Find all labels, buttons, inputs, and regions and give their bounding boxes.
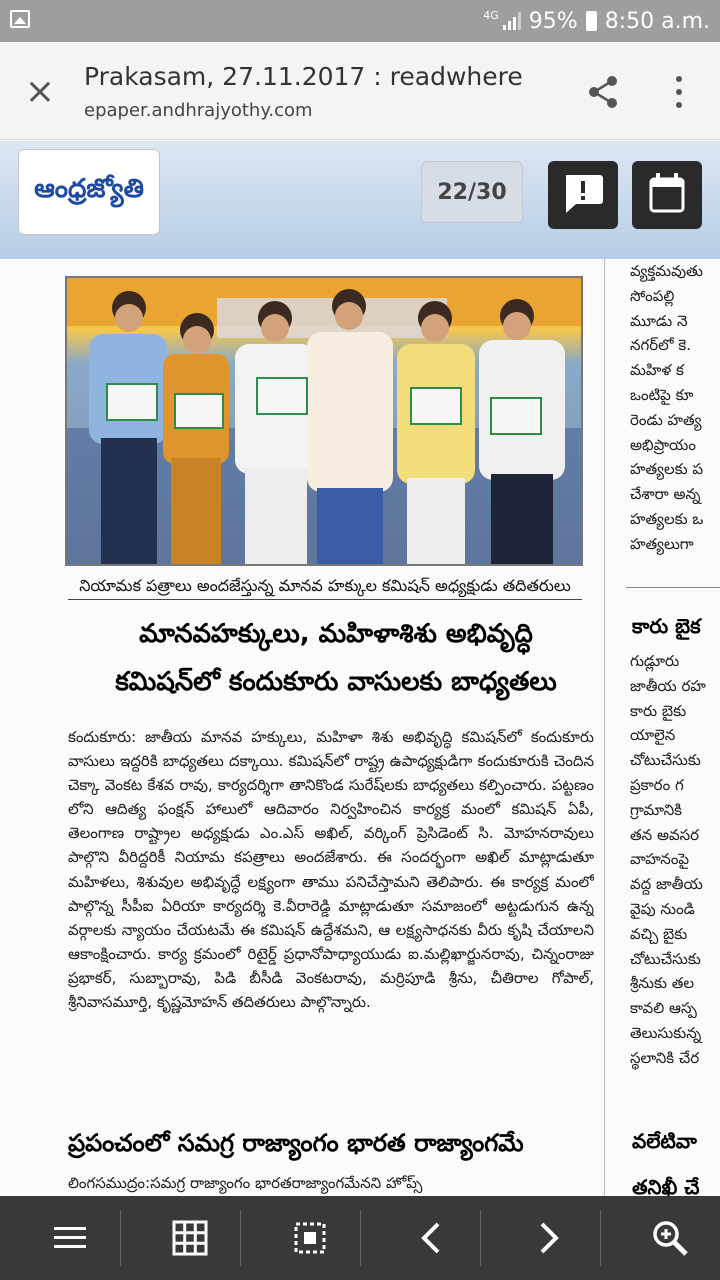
side-line: హత్యలకు ప <box>630 460 704 479</box>
side-line: స్థలానికి చేర <box>630 1048 700 1067</box>
close-icon[interactable]: × <box>24 71 56 112</box>
menu-icon[interactable] <box>10 1196 130 1280</box>
toolbar-divider <box>600 1210 601 1266</box>
second-article-headline[interactable]: ప్రపంచంలో సమగ్ర రాజ్యాంగం భారత రాజ్యాంగమే <box>68 1129 524 1157</box>
feedback-icon <box>548 161 618 229</box>
zoom-in-icon[interactable] <box>610 1196 720 1280</box>
side-column-top[interactable] <box>630 259 720 589</box>
calendar-icon <box>632 161 702 229</box>
article-photo[interactable] <box>65 276 583 566</box>
side-line: గుడ్లూరు <box>630 652 680 670</box>
toolbar-divider <box>360 1210 361 1266</box>
custom-tab-header <box>0 42 720 140</box>
clip-select-icon[interactable] <box>250 1196 370 1280</box>
grid-view-icon[interactable] <box>130 1196 250 1280</box>
side-line: నగర్‌లో కె. <box>630 336 691 355</box>
side-line: జాతీయ రహ <box>630 676 706 695</box>
signal-icon <box>503 12 521 30</box>
side-line: సోంపల్లి <box>630 286 675 305</box>
feedback-button[interactable] <box>548 161 618 229</box>
side-line: కావలి ఆస్ప <box>630 999 697 1018</box>
side-article-headline-3[interactable]: తనిఖీ చే <box>632 1175 700 1196</box>
side-line: కారు బైకు <box>630 701 687 720</box>
side-line: రెండు హత్య <box>630 410 702 429</box>
side-line: వద్ద జాతీయ <box>630 875 703 894</box>
epaper-page[interactable] <box>0 259 720 1196</box>
next-page-icon[interactable] <box>490 1196 610 1280</box>
epaper-toolbar <box>0 141 720 259</box>
side-line: వచ్చి బైకు <box>630 924 688 943</box>
article-headline-line1[interactable]: మానవహక్కులు, మహిళాశిశు అభివృద్ధి <box>139 619 533 649</box>
side-line: శ్రీనుకు తల <box>630 974 695 993</box>
gallery-notification-icon <box>10 10 30 28</box>
status-bar <box>0 0 720 42</box>
side-line: ఒంటిపై కూ <box>630 385 694 404</box>
side-column-middle[interactable] <box>630 649 720 1099</box>
clock: 8:50 a.m. <box>604 8 710 34</box>
battery-percent: 95% <box>528 8 578 34</box>
toolbar-divider <box>480 1210 481 1266</box>
side-line: చోటుచేసుకు <box>630 949 701 968</box>
toolbar-divider <box>120 1210 121 1266</box>
side-line: ప్రకారం గ <box>630 775 684 794</box>
side-line: తెలుసుకున్న <box>630 1023 702 1042</box>
newspaper-logo[interactable]: ఆంధ్రజ్యోతి <box>18 149 160 235</box>
side-line: గ్రామానికి <box>630 800 682 819</box>
previous-page-icon[interactable] <box>370 1196 490 1280</box>
bottom-toolbar <box>0 1196 720 1280</box>
toolbar-divider <box>240 1210 241 1266</box>
side-line: వ్యక్తమవుతు <box>630 262 703 280</box>
side-line: చేశారా అన్న <box>630 485 701 504</box>
status-indicators <box>483 8 710 34</box>
page-url: epaper.andhrajyothy.com <box>84 100 313 121</box>
side-line: యాలైన <box>630 726 676 745</box>
side-line: అభిప్రాయం <box>630 435 696 454</box>
side-line: హత్యలుగా <box>630 534 694 553</box>
more-options-icon[interactable] <box>664 70 694 114</box>
page-counter[interactable]: 22/30 <box>421 161 523 223</box>
article-headline-line2[interactable]: కమిషన్‌లో కందుకూరు వాసులకు బాధ్యతలు <box>115 667 557 697</box>
side-line: వైపు నుండి <box>630 899 695 918</box>
column-divider <box>604 259 605 1196</box>
photo-caption: నియామక పత్రాలు అందజేస్తున్న మానవ హక్కుల కమిషన్ అధ్యక్షుడు తదితరులు <box>79 576 571 595</box>
side-line: మూడు నె <box>630 311 688 330</box>
battery-icon <box>586 11 597 31</box>
side-article-headline-2[interactable]: వలేటివా <box>632 1129 697 1153</box>
network-type: 4G <box>483 9 499 22</box>
side-line: వాహనంపై <box>630 850 690 869</box>
side-line: మహిళ క <box>630 361 684 380</box>
share-icon[interactable] <box>584 72 624 112</box>
side-article-headline[interactable]: కారు బైక <box>632 614 701 638</box>
side-divider <box>626 587 720 588</box>
calendar-button[interactable] <box>632 161 702 229</box>
page-title: Prakasam, 27.11.2017 : readwhere <box>84 62 523 91</box>
side-line: హత్యలకు ఒ <box>630 509 704 528</box>
article-body[interactable]: కందుకూరు: జాతీయ మానవ హక్కులు, మహిళా శిశు అభివృద్ధి కమిషన్‌లో కందుకూరు వాసులు ఇద్దరికి బాధ్యతలు దక్కాయి. కమిషన్‌లో రాష్ట్ర ఉపాధ్యక్షుడిగా కందుకూరుకి చెందిన చెక్కా వెంకట కేశవ రావు, కార్యదర్శిగా తానికొండ సురేష్‌లకు బాధ్యతలు కల్పించారు. పట్టణం లోని ఆదిత్య ఫంక్షన్ హాలులో ఆదివారం నిర్వహించిన కార్యక్ర మంలో కమిషన్ ఏపీ, తెలంగాణ రాష్ట్రాల అధ్యక్షుడు ఎం.ఎస్ అఖిల్, వర్కింగ్ ప్రెసిడెంట్ సి. మోహనరావులు పాల్గొని వీరిద్దరికీ నియామ కపత్రాలు అందజేశారు. ఈ సందర్భంగా అఖిల్ మాట్లాడుతూ మహిళలు, శిశువుల అభివృద్ధే లక్ష్యంగా తాము పనిచేస్తామని తెలిపారు. ఈ కార్యక్ర మంలో పాల్గొన్న సీపీఐ ఏరియా కార్యదర్శి కె.వీరారెడ్డి మాట్లాడుతూ సమాజంలో అట్టడుగున ఉన్న వర్గాలకు న్యాయం చేయటమే ఈ కమిషన్ ఉద్దేశమని, ఆ లక్ష్యసాధనకు వీరు కృషి చేయాలని ఆకాంక్షించారు. కార్య క్రమంలో రిటైర్డ్ ప్రధానోపాధ్యాయుడు ఐ.మల్లిఖార్జునరావు, చిన్నంరాజు ప్రభాకర్, సుబ్బారావు, పిడి బీసీడి వెంకటరావు, మర్రిపూడి శ్రీను, చీతిరాల గోపాల్, శ్రీనివాసమూర్తి, కృష్ణమోహన్ తదితరులు పాల్గొన్నారు. <box>68 728 594 1012</box>
side-line: చోటుచేసుకు <box>630 751 701 770</box>
caption-divider <box>68 599 582 600</box>
second-article-body[interactable]: లింగసముద్రం:సమగ్ర రాజ్యాంగం భారతరాజ్యాంగమేనని హోప్స్ <box>68 1174 423 1192</box>
side-line: తన అవసర <box>630 825 700 844</box>
